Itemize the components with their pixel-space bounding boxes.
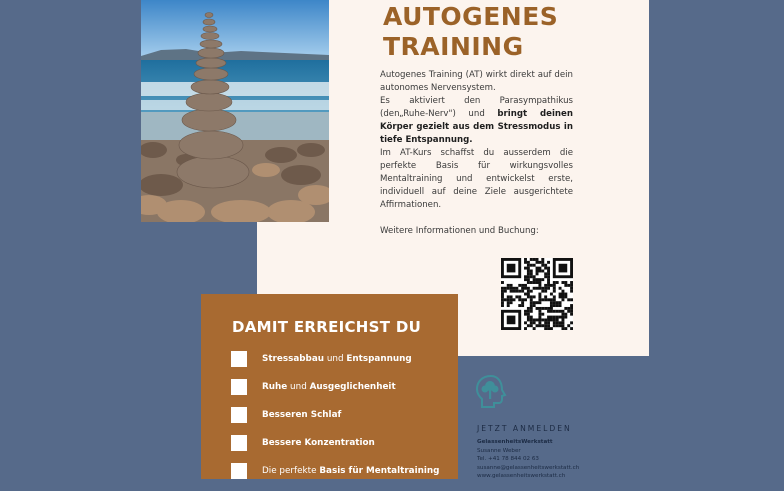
benefit-plain: und bbox=[324, 354, 347, 364]
contact-block bbox=[477, 438, 579, 481]
benefit-bold-a: Besseren Schlaf bbox=[262, 410, 342, 420]
benefit-item bbox=[231, 435, 439, 463]
title-line-1: AUTOGENES bbox=[383, 2, 559, 31]
benefit-bold-a: Ruhe bbox=[262, 382, 288, 392]
checkbox-icon bbox=[231, 407, 247, 423]
benefit-bold-c: Entspannung bbox=[346, 354, 412, 364]
qr-code[interactable] bbox=[501, 258, 573, 330]
benefit-label bbox=[262, 379, 396, 395]
benefit-label bbox=[262, 351, 412, 367]
benefit-bold-c: Ausgeglichenheit bbox=[309, 382, 396, 392]
org-name: GelassenheitsWerkstatt bbox=[477, 439, 553, 445]
title-line-2: TRAINING bbox=[383, 32, 524, 61]
benefit-bold-a: Bessere Konzentration bbox=[262, 438, 375, 448]
intro-paragraph-1: Autogenes Training (AT) wirkt direkt auf dein autonomes Nervensystem. bbox=[380, 70, 573, 93]
benefit-bold-a: Stressabbau bbox=[262, 354, 325, 364]
intro-text bbox=[380, 69, 573, 212]
contact-website[interactable]: www.gelassenheitswerkstatt.ch bbox=[477, 473, 566, 480]
checkbox-icon bbox=[231, 463, 247, 479]
stone-stack-photo bbox=[141, 0, 329, 222]
tree-head-icon bbox=[474, 374, 508, 410]
benefit-plain: und bbox=[287, 382, 310, 392]
intro-paragraph-3: Im AT-Kurs schaffst du ausserdem die perfekte Basis für wirkungsvolles Mentaltraining und entwickelst erste, individuell auf deine Ziele ausgerichtete Affirmationen. bbox=[380, 148, 573, 210]
checkbox-icon bbox=[231, 379, 247, 395]
more-info-label: Weitere Informationen und Buchung: bbox=[380, 226, 539, 236]
checkbox-icon bbox=[231, 351, 247, 367]
contact-email[interactable]: susanne@gelassenheitswerkstatt.ch bbox=[477, 464, 580, 471]
benefit-item bbox=[231, 379, 439, 407]
benefits-heading: DAMIT ERREICHST DU bbox=[232, 318, 422, 336]
contact-phone[interactable]: Tel. +41 78 844 02 63 bbox=[477, 456, 539, 463]
checkbox-icon bbox=[231, 435, 247, 451]
signup-label: JETZT ANMELDEN bbox=[477, 424, 572, 433]
benefits-list bbox=[231, 351, 439, 491]
benefit-item bbox=[231, 463, 439, 491]
benefit-item bbox=[231, 351, 439, 379]
intro-paragraph-2-text: Es aktiviert den Parasympathikus (den„Ruhe-Nerv") und bbox=[380, 96, 573, 119]
benefit-plain: Die perfekte bbox=[262, 466, 320, 476]
contact-name: Susanne Weber bbox=[477, 447, 521, 454]
benefit-label bbox=[262, 435, 375, 451]
benefit-label bbox=[262, 407, 341, 423]
intro-paragraph-2 bbox=[380, 95, 573, 147]
benefit-bold-c: Basis für Mentaltraining bbox=[319, 466, 440, 476]
benefit-item bbox=[231, 407, 439, 435]
benefits-box bbox=[201, 294, 458, 479]
benefit-label bbox=[262, 463, 439, 479]
intro-paragraph-2-bold: bringt deinen Körper gezielt aus dem Stressmodus in tiefe Entspannung. bbox=[380, 109, 573, 145]
page-title bbox=[383, 2, 643, 62]
